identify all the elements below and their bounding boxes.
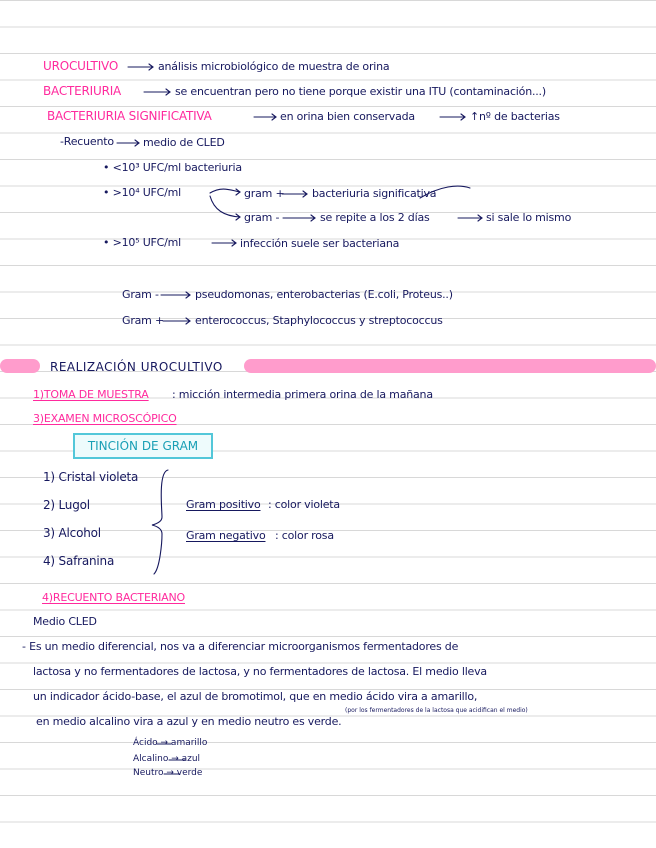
tincion-gram-title: TINCIÓN DE GRAM [87, 439, 199, 453]
step-examen-microscopico-label: 3)EXAMEN MICROSCÓPICO [33, 412, 177, 425]
gram-positive-result-text: : color violeta [268, 498, 340, 511]
bullet-low-count: • <10³ UFC/ml bacteriuria [103, 161, 242, 174]
gram-negative-result-label: Gram negativo [186, 529, 266, 542]
gram-negative-result-text: : color rosa [275, 529, 334, 542]
gram-negative-examples: pseudomonas, enterobacterias (E.coli, Proteus..) [195, 288, 453, 301]
bullet-high-count-result: infección suele ser bacteriana [240, 237, 400, 250]
gram-step-3: 3) Alcohol [43, 526, 101, 540]
gram-steps-brace [152, 470, 168, 574]
gram-negative-branch: gram - [244, 211, 280, 224]
paragraph-line-1: - Es un medio diferencial, nos va a diferenciar microorganismos fermentadores de [22, 640, 459, 653]
bacteriuria-definition: se encuentran pero no tiene porque existir una ITU (contaminación...) [175, 85, 546, 98]
bacteriuria-significativa-result: ↑nº de bacterias [470, 110, 560, 123]
medio-cled-title: Medio CLED [33, 615, 97, 628]
gram-negative-branch-extra: si sale lo mismo [486, 211, 572, 224]
arrow-branch-gram [210, 189, 240, 193]
paragraph-line-3: un indicador ácido-base, el azul de bromotimol, que en medio ácido vira a amarillo, [33, 690, 478, 703]
indicator-list-acid: Ácido → amarillo [133, 738, 208, 748]
paragraph-line-4: en medio alcalino vira a azul y en medio neutro es verde. [36, 715, 342, 728]
urocultivo-term: UROCULTIVO [43, 59, 119, 73]
gram-positive-result-label: Gram positivo [186, 498, 261, 511]
recuento-label: -Recuento [60, 135, 114, 148]
section-title: REALIZACIÓN UROCULTIVO [50, 360, 223, 374]
gram-positive-branch: gram + [244, 187, 285, 200]
gram-negative-branch-result: se repite a los 2 días [320, 211, 430, 224]
gram-step-2: 2) Lugol [43, 498, 90, 512]
gram-positive-branch-result: bacteriuria significativa [312, 187, 437, 200]
bacteriuria-term: BACTERIURIA [43, 84, 122, 98]
gram-negative-examples-label: Gram - [122, 288, 159, 301]
recuento-definition: medio de CLED [143, 136, 225, 149]
gram-positive-examples-label: Gram + [122, 314, 165, 327]
step-toma-muestra-label: 1)TOMA DE MUESTRA [33, 388, 149, 401]
bacteriuria-significativa-term: BACTERIURIA SIGNIFICATIVA [47, 109, 212, 123]
gram-step-1: 1) Cristal violeta [43, 470, 139, 484]
gram-positive-examples: enterococcus, Staphylococcus y streptococcus [195, 314, 443, 327]
step-recuento-label: 4)RECUENTO BACTERIANO [42, 591, 185, 604]
bacteriuria-significativa-definition: en orina bien conservada [280, 110, 415, 123]
indicator-list-neutral: Neutro → verde [133, 768, 203, 778]
paragraph-line-2: lactosa y no fermentadores de lactosa, y no fermentadores de lactosa. El medio lleva [33, 665, 487, 678]
gram-step-4: 4) Safranina [43, 554, 115, 568]
indicator-list-alkaline: Alcalino → azul [133, 754, 201, 764]
arrow-gram-neg-loop [420, 186, 470, 198]
paragraph-note: (por los fermentadores de la lactosa que acidifican el medio) [345, 707, 528, 714]
bullet-mid-count: • >10⁴ UFC/ml [103, 186, 182, 199]
bullet-high-count: • >10⁵ UFC/ml [103, 236, 182, 249]
urocultivo-definition: análisis microbiológico de muestra de orina [158, 60, 390, 73]
step-toma-muestra-text: : micción intermedia primera orina de la mañana [172, 388, 433, 401]
